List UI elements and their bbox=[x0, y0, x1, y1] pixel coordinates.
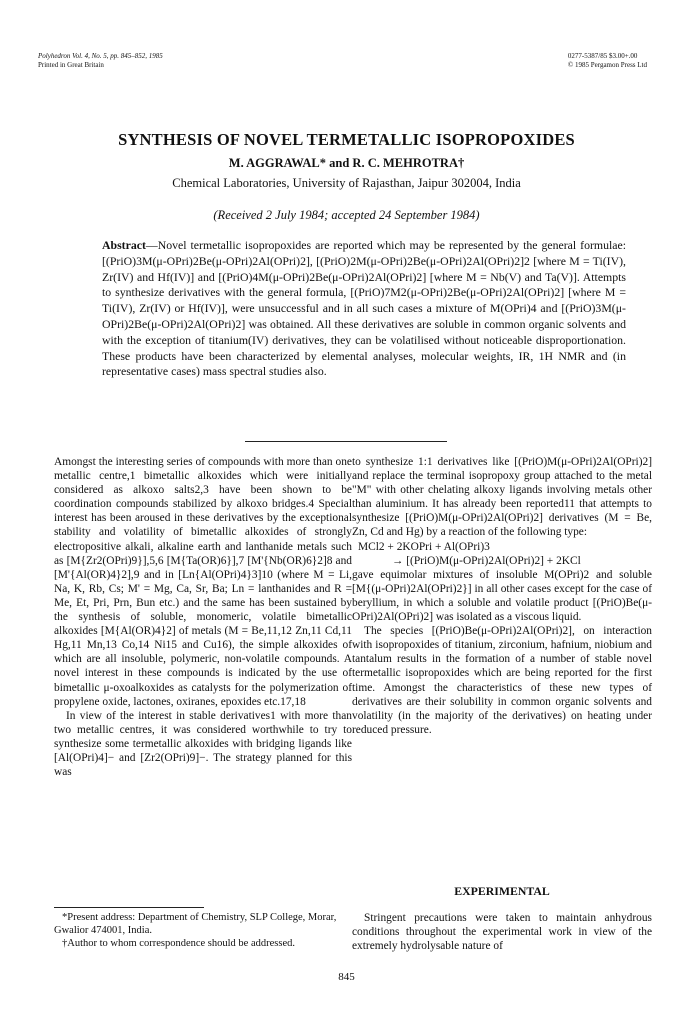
printed-in: Printed in Great Britain bbox=[38, 61, 104, 69]
article-code: 0277-5387/85 $3.00+.00 bbox=[567, 52, 638, 60]
footnote-divider bbox=[54, 907, 204, 908]
abstract-label: Abstract bbox=[102, 238, 146, 252]
abstract bbox=[102, 238, 626, 380]
abstract-text: —Novel termetallic isopropoxides are reported which may be represented by the general formulae: [(PriO)3M(μ-OPri)2Be(μ-OPri)2Al(OPri)2], [(PriO)2M(μ-OPri)2Be(μ-OPri)2Al(OPri)2]2 [where M = Ti(IV), Zr(IV) and Hf(IV)] and [(PriO)4M(μ-OPri)2Be(μ-OPri)2Al(OPri)2] [where M = Nb(V) and Ta(V)]. Attempts to synthesize derivatives with the general formula, [(PriO)7M2(μ-OPri)2Be(μ-OPri)2Al(OPri)2] [where M = Ti(IV), Zr(IV) or Hf(IV)], were unsuccessful and in all such cases a mixture of M(OPri)4 and [(PriO)3M(μ-OPri)2Be(μ-OPri)2Al(OPri)2] was obtained. All these derivatives are soluble in common organic solvents and with the exception of titanium(IV) derivatives, they can be volatilised without noticeable disproportionation. These products have been characterized by elemental analyses, molecular weights, IR, 1H NMR and (in representative cases) mass spectral studies also. bbox=[102, 238, 626, 379]
experimental-paragraph: Stringent precautions were taken to maintain anhydrous conditions throughout the experimental work in view of the extremely hydrolysable nature of bbox=[352, 912, 652, 953]
experimental-heading: EXPERIMENTAL bbox=[454, 884, 550, 898]
page-number: 845 bbox=[338, 971, 355, 983]
intro-paragraph-1: Amongst the interesting series of compounds with more than one metallic centre,1 bimetallic alkoxides which were initially considered as alkoxo salts2,3 have been shown to be coordination compounds stabilized by alkoxo bridges.4 Special interest has been aroused in these derivatives by the exceptional stability and volatility of bimetallic alkoxides of strongly electropositive alkali, alkaline earth and lanthanide metals such as [M{Zr2(OPri)9}],5,6 [M{Ta(OR)6}],7 [M'{Nb(OR)6}2]8 and [M'{Al(OR)4}2],9 and in [Ln{Al(OPri)4}3]10 (where M = Li, Na, K, Rb, Cs; M' = Mg, Ca, Sr, Ba; Ln = lanthanides and R = Me, Et, Pri, Prn, Bun etc.) and the same has been sustained by the synthesis of soluble, monomeric, volatile bimetallic alkoxides [M{Al(OR)4}2] of metals (M = Be,11,12 Zn,11 Cd,11 Hg,11 Mn,13 Co,14 Ni15 and Cu16), the simple alkoxides of which are all insoluble, polymeric, non-volatile compounds. A novel interest in these compounds is indicated by the use of bimetallic μ-oxoalkoxides as catalysts for the polymerization of propylene oxide, lactones, oxiranes, epoxides etc.17,18 bbox=[54, 456, 352, 708]
journal-citation: Polyhedron Vol. 4, No. 5, pp. 845–852, 1985 bbox=[38, 52, 163, 60]
right-column bbox=[352, 455, 652, 737]
footnote-correspondence: †Author to whom correspondence should be addressed. bbox=[62, 937, 295, 949]
copyright-notice: © 1985 Pergamon Press Ltd bbox=[567, 61, 647, 69]
author-affiliation: Chemical Laboratories, University of Rajasthan, Jaipur 302004, India bbox=[172, 176, 521, 190]
journal-header-right bbox=[568, 52, 647, 70]
footnote-present-address: *Present address: Department of Chemistry, SLP College, Morar, Gwalior 474001, India. bbox=[54, 912, 337, 936]
article-title: SYNTHESIS OF NOVEL TERMETALLIC ISOPROPOXIDES bbox=[118, 130, 575, 149]
journal-header-left bbox=[38, 52, 163, 70]
intro-paragraph-3: to synthesize 1:1 derivatives like [(PriO)M(μ-OPri)2Al(OPri)2] and replace the terminal isopropoxy group attached to the metal "M" with other chelating alkoxy ligands involving metals other than aluminium. It has already been reported11 that attempts to synthesize [(PriO)M(μ-OPri)2Al(OPri)2] derivatives (M = Be, Zn, Cd and Hg) by a reaction of the following type: bbox=[352, 456, 652, 539]
intro-paragraph-4: gave equimolar mixtures of insoluble M(OPri)2 and soluble [M{(μ-OPri)2Al(OPri)2}] in all other cases except for the case of beryllium, in which a soluble and volatile product [(PriO)Be(μ-OPri)2Al(OPri)2] was isolated as a viscous liquid. bbox=[352, 568, 652, 624]
reaction-equation-products: → [(PriO)M(μ-OPri)2Al(OPri)2] + 2KCl bbox=[392, 554, 581, 567]
article-authors: M. AGGRAWAL* and R. C. MEHROTRA† bbox=[228, 156, 465, 170]
left-column bbox=[54, 455, 352, 892]
footnotes bbox=[54, 912, 352, 950]
received-dates: (Received 2 July 1984; accepted 24 September 1984) bbox=[213, 208, 480, 222]
abstract-divider bbox=[245, 441, 447, 442]
intro-paragraph-2: In view of the interest in stable derivatives1 with more than two metallic centres, it was considered worthwhile to try to synthesize some termetallic alkoxides with bridging ligands like [Al(OPri)4]− and [Zr2(OPri)9]−. The strategy planned for this was bbox=[54, 709, 352, 779]
intro-paragraph-5: The species [(PriO)Be(μ-OPri)2Al(OPri)2], on interaction with isopropoxides of titanium, zirconium, hafnium, niobium and tantalum results in the formation of a number of stable novel termetallic isopropoxides which are being reported for the first time. Amongst the characteristics of these new types of derivatives are their solubility in common organic solvents and volatility (in the majority of the derivatives) on heating under reduced pressure. bbox=[352, 625, 652, 736]
reaction-equation-reactants: MCl2 + 2KOPri + Al(OPri)3 bbox=[358, 540, 490, 553]
